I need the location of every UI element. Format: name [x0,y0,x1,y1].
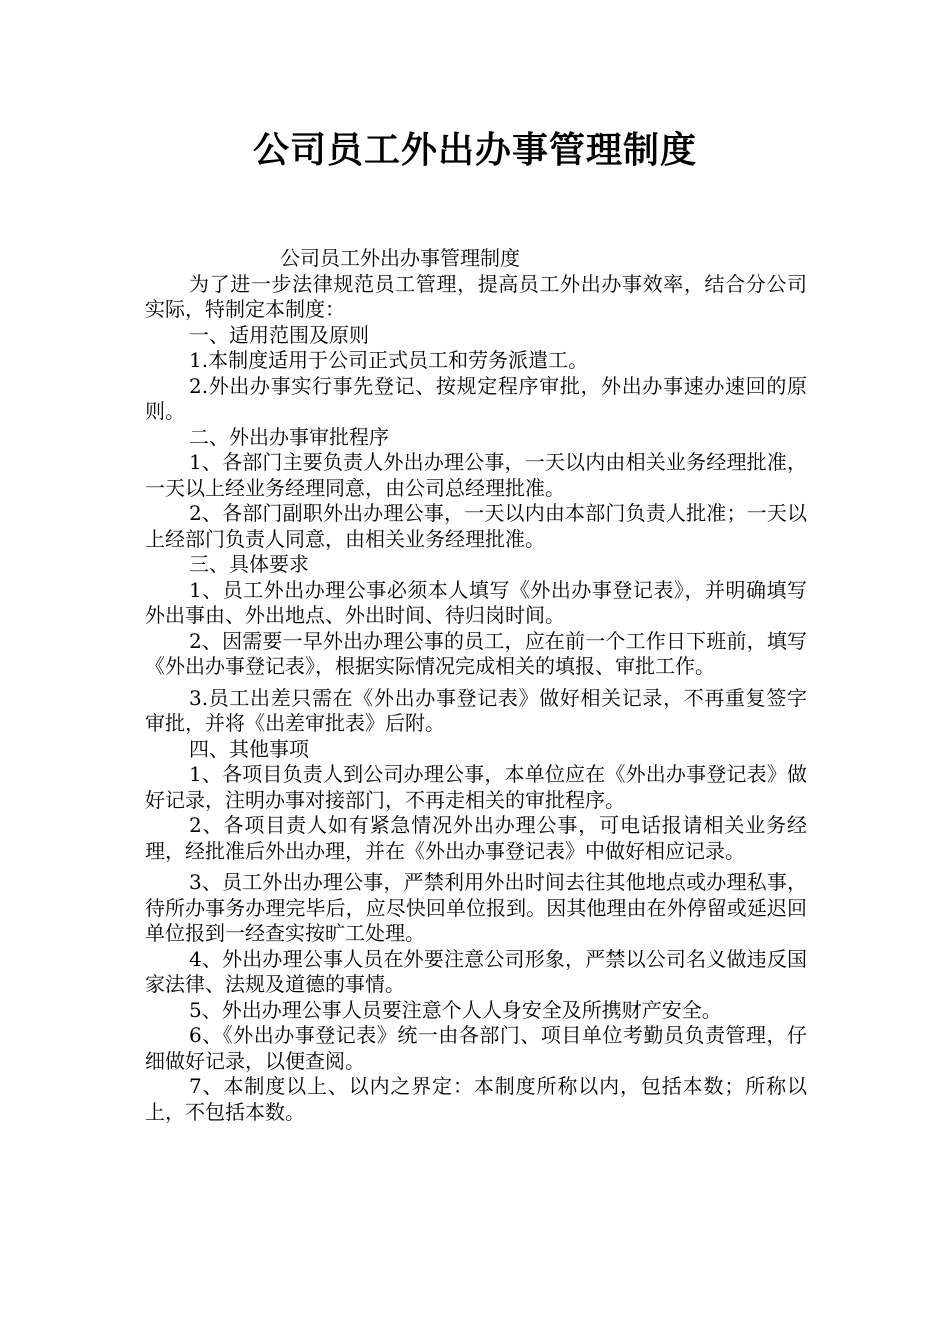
scope-item-1: 1.本制度适用于公司正式员工和劳务派遣工。 [189,348,589,372]
approval-item-1: 1、各部门主要负责人外出办理公事，一天以内由相关业务经理批准，一天以上经业务经理同意，由公司总经理批准。 [145,450,807,500]
other-item-4: 4、外出办理公事人员在外要注意公司形象，严禁以公司名义做违反国家法律、法规及道德的事情。 [145,946,807,996]
other-item-3: 3、员工外出办理公事，严禁利用外出时间去往其他地点或办理私事，待所办事务办理完毕后，应尽快回单位报到。因其他理由在外停留或延迟回单位报到一经查实按旷工处理。 [145,870,807,945]
scope-item-2: 2.外出办事实行事先登记、按规定程序审批，外出办事速办速回的原则。 [145,373,807,423]
document-subtitle: 公司员工外出办事管理制度 [280,246,520,270]
section-heading-approval: 二、外出办事审批程序 [189,424,389,449]
other-item-6: 6、《外出办事登记表》统一由各部门、项目单位考勤员负责管理，仔细做好记录，以便查阅。 [145,1023,807,1073]
document-title: 公司员工外出办事管理制度 [252,130,697,171]
requirement-item-2: 2、因需要一早外出办理公事的员工，应在前一个工作日下班前，填写《外出办事登记表》，根据实际情况完成相关的填报、审批工作。 [145,628,807,678]
requirement-item-1: 1、员工外出办理公事必须本人填写《外出办事登记表》，并明确填写外出事由、外出地点、外出时间、待归岗时间。 [145,577,807,627]
other-item-5: 5、外出办理公事人员要注意个人人身安全及所携财产安全。 [189,997,722,1022]
section-heading-other: 四、其他事项 [189,736,309,761]
approval-item-2: 2、各部门副职外出办理公事，一天以内由本部门负责人批准；一天以上经部门负责人同意，由相关业务经理批准。 [145,501,807,551]
section-heading-scope: 一、适用范围及原则 [189,322,369,347]
other-item-2: 2、各项目责人如有紧急情况外出办理公事，可电话报请相关业务经理，经批准后外出办理，并在《外出办事登记表》中做好相应记录。 [145,813,807,863]
document-body [145,246,807,1125]
requirement-item-3: 3.员工出差只需在《外出办事登记表》做好相关记录，不再重复签字审批，并将《出差审批表》后附。 [145,685,807,735]
section-heading-requirements: 三、具体要求 [189,552,309,576]
other-item-7: 7、本制度以上、以内之界定：本制度所称以内，包括本数；所称以上，不包括本数。 [145,1074,807,1124]
other-item-1: 1、各项目负责人到公司办理公事，本单位应在《外出办事登记表》做好记录，注明办事对接部门，不再走相关的审批程序。 [145,762,807,812]
intro-paragraph: 为了进一步法律规范员工管理，提高员工外出办事效率，结合分公司实际，特制定本制度： [145,271,807,321]
